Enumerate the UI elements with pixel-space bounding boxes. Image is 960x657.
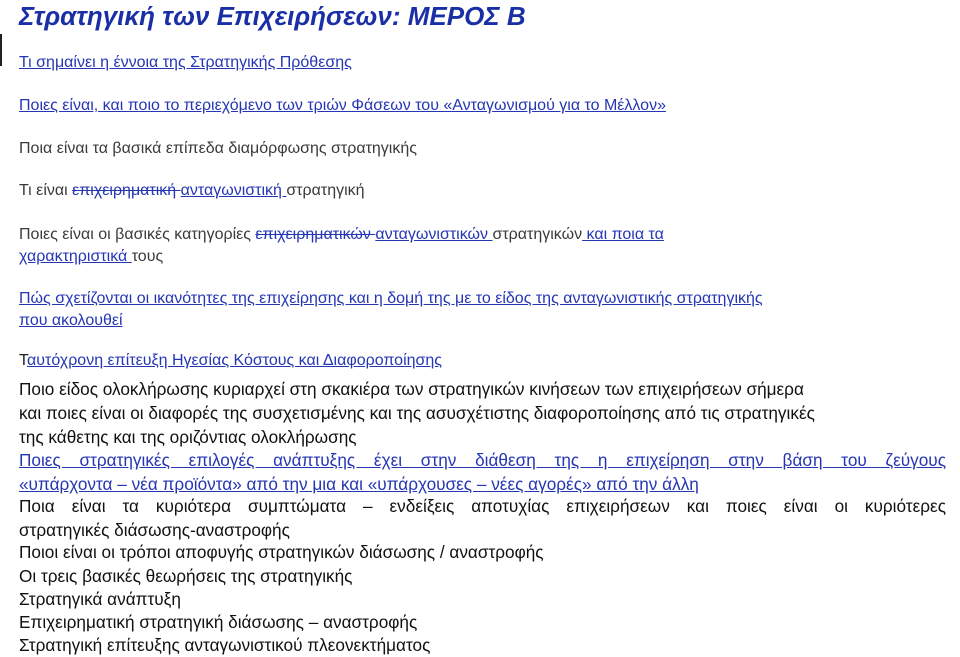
p8-line3: της κάθετης και της οριζόντιας ολοκλήρωσης [19,427,357,447]
q7-first-letter: Τ [19,352,28,369]
p8-line1: Ποιο είδος ολοκλήρωσης κυριαρχεί στη σκακιέρα των στρατηγικών κινήσεων των επιχειρήσεων σήμερα [19,379,804,399]
q4-inserted-text: ανταγωνιστική [180,182,287,199]
q5-inserted-text-2: και ποια τα [582,226,664,243]
p8-line2: και ποιες είναι οι διαφορές της συσχετισμένης και της ασυσχέτιστης διαφοροποίησης από τις στρατηγικές [19,403,815,423]
topic-growth-strategy: Στρατηγικά ανάπτυξη [19,589,181,609]
q5-inserted-text: ανταγωνιστικών [375,226,493,243]
q6-line1: Πώς σχετίζονται οι ικανότητες της επιχείρησης και η δομή της με το είδος της ανταγωνιστικής στρατηγικής [19,290,763,307]
question-cost-differentiation[interactable] [19,350,946,372]
link-capabilities-structure[interactable] [19,288,946,332]
question-integration [19,377,946,449]
link-strategic-intent[interactable]: Τι σημαίνει η έννοια της Στρατηγικής Πρόθεσης [19,54,352,71]
q4-text-a: Τι είναι [19,182,73,199]
title-part: ΜΕΡΟΣ Β [400,1,526,31]
q5-line2-text: τους [131,248,164,265]
q4-text-b: στρατηγική [286,182,365,199]
question-strategy-categories [19,224,946,268]
question-competitive-strategy [19,180,946,202]
p9-line1: Ποιες στρατηγικές επιλογές ανάπτυξης έχει στην διάθεση της η επιχείρηση στην βάση του ζεύγους [19,450,946,470]
p10-line2: στρατηγικές διάσωσης-αναστροφής [19,520,290,540]
title-main: Στρατηγική των Επιχειρήσεων: [19,1,401,31]
q5-text-b: στρατηγικών [492,226,583,243]
q7-rest: αυτόχρονη επίτευξη Ηγεσίας Κόστους και Διαφοροποίησης [27,352,443,369]
topic-three-views: Οι τρεις βασικές θεωρήσεις της στρατηγικής [19,566,353,586]
question-failure-symptoms [19,494,946,542]
p10-line1: Ποια είναι τα κυριότερα συμπτώματα – ενδείξεις αποτυχίας επιχειρήσεων και ποιες είναι οι κυριότερες [19,496,946,516]
margin-rule [0,34,2,66]
q5-text-a: Ποιες είναι οι βασικές κατηγορίες [19,226,256,243]
page-title [19,1,526,32]
link-growth-options[interactable] [19,448,946,496]
topic-turnaround-strategy: Επιχειρηματική στρατηγική διάσωσης – αναστροφής [19,612,418,632]
q6-line2: που ακολουθεί [19,312,123,329]
question-strategy-levels: Ποια είναι τα βασικά επίπεδα διαμόρφωσης στρατηγικής [19,140,417,157]
p9-line2: «υπάρχοντα – νέα προϊόντα» από την μια και «υπάρχουσες – νέες αγορές» από την άλλη [19,474,699,494]
link-three-phases[interactable]: Ποιες είναι, και ποιο το περιεχόμενο των τριών Φάσεων του «Ανταγωνισμού για το Μέλλον» [19,97,666,114]
question-avoid-turnaround: Ποιοι είναι οι τρόποι αποφυγής στρατηγικών διάσωσης / αναστροφής [19,542,544,562]
q5-inserted-line2: χαρακτηριστικά [19,248,132,265]
q4-deleted-text: επιχειρηματική [72,182,181,199]
topic-competitive-advantage: Στρατηγική επίτευξης ανταγωνιστικού πλεονεκτήματος [19,635,431,655]
q5-deleted-text: επιχειρηματικών [255,226,376,243]
